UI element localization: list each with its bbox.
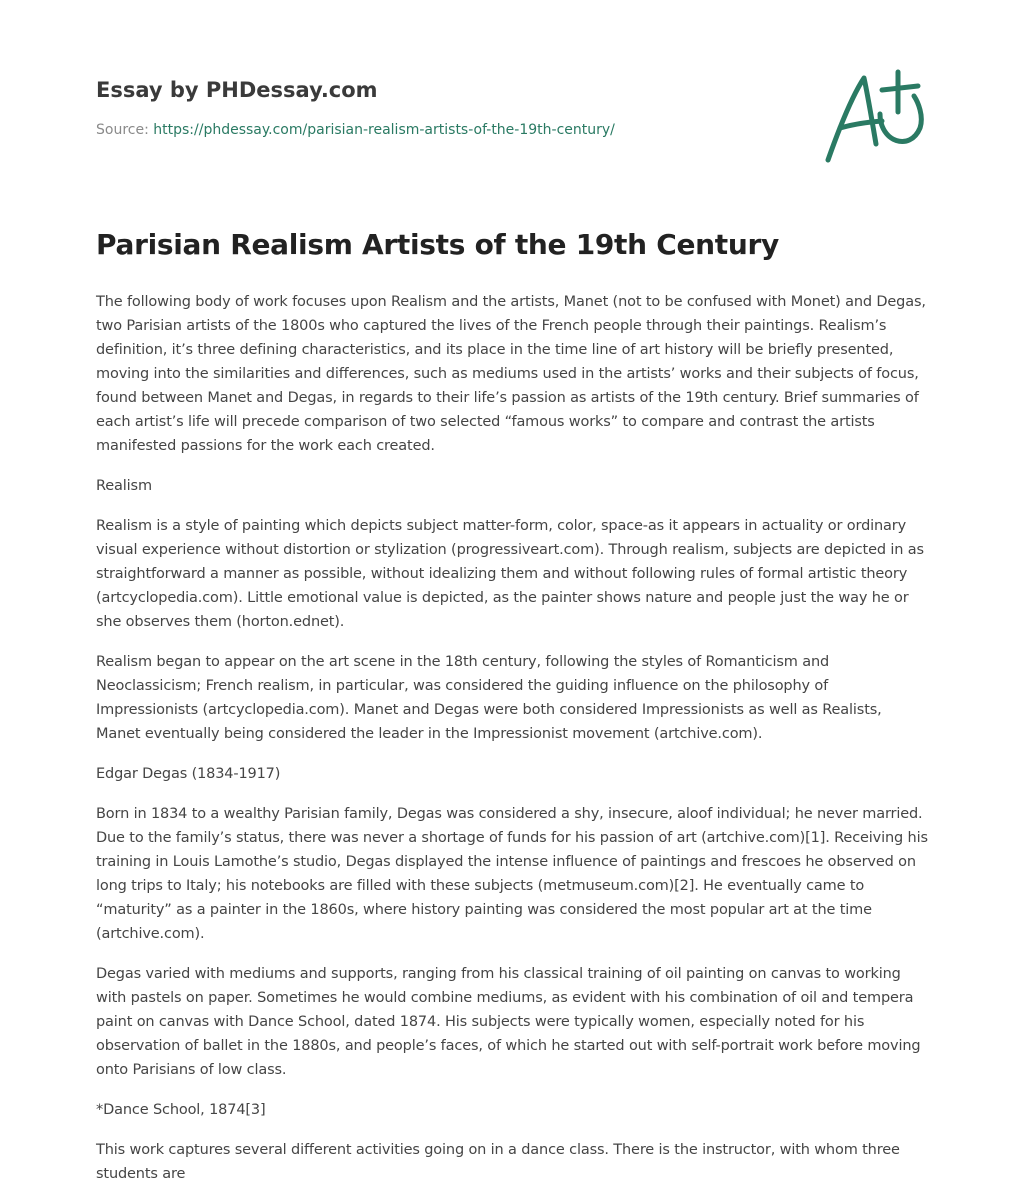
article-content	[96, 226, 928, 1202]
body-paragraph: Degas varied with mediums and supports, ranging from his classical training of oil painting on canvas to working with pastels on paper. Sometimes he would combine mediums, as evident with his combination of oil and tempera paint on canvas with Dance School, dated 1874. His subjects were typically women, especially noted for his observation of ballet in the 1880s, and people’s faces, of which he started out with self-portrait work before moving onto Parisians of low class.	[96, 966, 921, 1078]
page-header	[96, 74, 928, 138]
body-paragraph: This work captures several different activities going on in a dance class. There is the instructor, with whom three students are	[96, 1142, 900, 1182]
source-line	[96, 122, 615, 138]
essay-title: Parisian Realism Artists of the 19th Century	[96, 228, 779, 261]
section-heading-degas: Edgar Degas (1834-1917)	[96, 766, 281, 782]
intro-paragraph: The following body of work focuses upon Realism and the artists, Manet (not to be confused with Monet) and Degas, two Parisian artists of the 1800s who captured the lives of the French people through their paintings. Realism’s definition, it’s three defining characteristics, and its place in the time line of art history will be briefly presented, moving into the similarities and differences, such as mediums used in the artists’ works and their subjects of focus, found between Manet and Degas, in regards to their life’s passion as artists of the 19th century. Brief summaries of each artist’s life will precede comparison of two selected “famous works” to compare and contrast the artists manifested passions for the work each created.	[96, 294, 926, 454]
section-heading-realism: Realism	[96, 478, 152, 494]
body-paragraph: Realism is a style of painting which depicts subject matter-form, color, space-as it appears in actuality or ordinary visual experience without distortion or stylization (progressiveart.com). Through realism, subjects are depicted in as straightforward a manner as possible, without idealizing them and without following rules of formal artistic theory (artcyclopedia.com). Little emotional value is depicted, as the painter shows nature and people just the way he or she observes them (horton.ednet).	[96, 518, 924, 630]
section-heading-dance-school: *Dance School, 1874[3]	[96, 1102, 266, 1118]
a-plus-logo-icon	[820, 66, 928, 166]
body-paragraph: Realism began to appear on the art scene in the 18th century, following the styles of Romanticism and Neoclassicism; French realism, in particular, was considered the guiding influence on the philosophy of Impressionists (artcyclopedia.com). Manet and Degas were both considered Impressionists as well as Realists, Manet eventually being considered the leader in the Impressionist movement (artchive.com).	[96, 654, 882, 742]
source-link[interactable]: https://phdessay.com/parisian-realism-artists-of-the-19th-century/	[153, 122, 615, 138]
site-title: Essay by PHDessay.com	[96, 78, 378, 102]
body-paragraph: Born in 1834 to a wealthy Parisian family, Degas was considered a shy, insecure, aloof individual; he never married. Due to the family’s status, there was never a shortage of funds for his passion of art (artchive.com)[1]. Receiving his training in Louis Lamothe’s studio, Degas displayed the intense influence of paintings and frescoes he observed on long trips to Italy; his notebooks are filled with these subjects (metmuseum.com)[2]. He eventually came to “maturity” as a painter in the 1860s, where history painting was considered the most popular art at the time (artchive.com).	[96, 806, 928, 942]
source-label: Source:	[96, 122, 149, 138]
